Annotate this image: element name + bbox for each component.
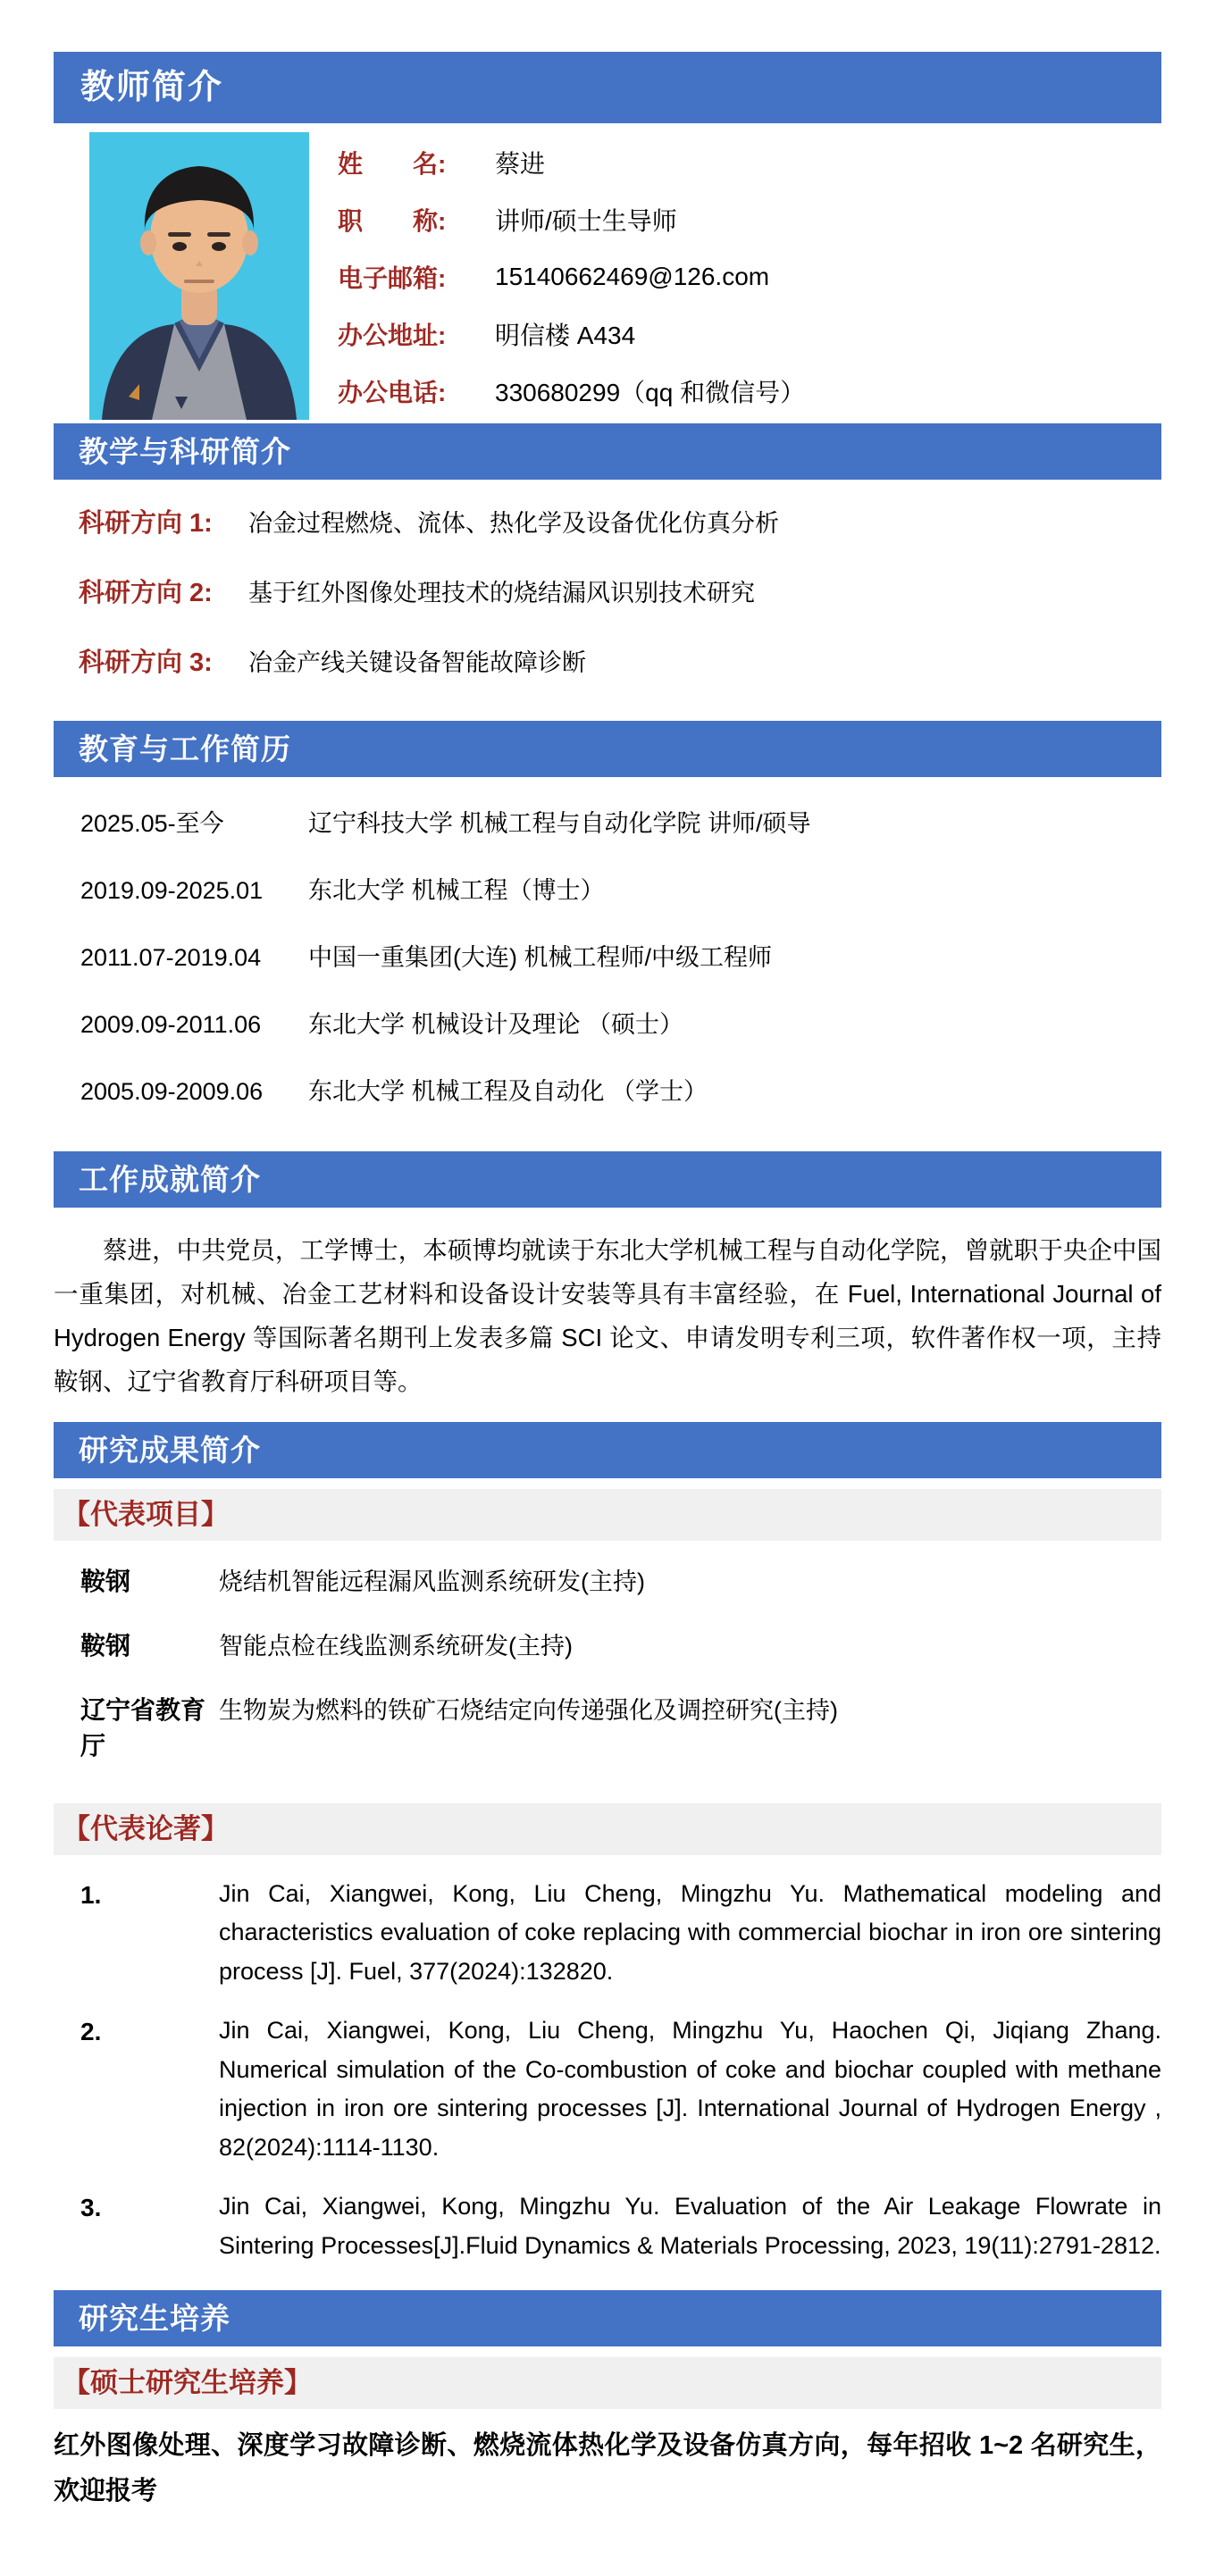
publication-number: 3. xyxy=(80,2193,102,2221)
education-row xyxy=(80,804,1161,839)
project-org: 辽宁省教育厅 xyxy=(80,1695,206,1760)
direction-3-label: 科研方向 3: xyxy=(79,648,213,677)
edu-period: 2009.09-2011.06 xyxy=(80,1011,262,1038)
section-header-education-work xyxy=(54,721,1161,777)
publication-citation: Jin Cai, Xiangwei, Kong, Liu Cheng, Mingzhu Yu, Haochen Qi, Jiqiang Zhang. Numerical simulation of the Co-combustion of coke and biochar coupled with methane injection in iron ore sintering processes [J]. International Journal of Hydrogen Energy , 82(2024):1114-1130. xyxy=(219,2016,1161,2162)
strip-master-training: 【硕士研究生培养】 xyxy=(54,2357,1161,2409)
edu-period: 2005.09-2009.06 xyxy=(80,1078,264,1105)
publication-citation: Jin Cai, Xiangwei, Kong, Liu Cheng, Mingzhu Yu. Mathematical modeling and characteristics evaluation of coke replacing with commercial biochar in iron ore sintering process [J]. Fuel, 377(2024):132820. xyxy=(219,1879,1161,1986)
office-value: 明信楼 A434 xyxy=(495,322,636,349)
publication-number: 1. xyxy=(80,1880,102,1909)
contact-row-title xyxy=(338,191,805,248)
project-row xyxy=(80,1562,1161,1598)
direction-1-label: 科研方向 1: xyxy=(79,509,213,538)
publication-citation: Jin Cai, Xiangwei, Kong, Mingzhu Yu. Evaluation of the Air Leakage Flowrate in Sintering Processes[J].Fluid Dynamics & Materials Processing, 2023, 19(11):2791-2812. xyxy=(219,2192,1161,2259)
direction-2-value: 基于红外图像处理技术的烧结漏风识别技术研究 xyxy=(248,580,755,606)
contact-row-email xyxy=(338,248,805,305)
education-row xyxy=(80,871,1161,906)
achievements-paragraph: 蔡进，中共党员，工学博士，本硕博均就读于东北大学机械工程与自动化学院，曾就职于央企中国一重集团，对机械、冶金工艺材料和设备设计安装等具有丰富经验，在 Fuel, International Journal of Hydrogen Energy 等国际著名期刊上发表多篇 SCI 论文、申请发明专利三项，软件著作权一项，主持鞍钢、辽宁省教育厅科研项目等。 xyxy=(54,1236,1161,1395)
research-directions xyxy=(54,480,1161,721)
project-row xyxy=(80,1627,1161,1662)
email-label: 电子邮箱: xyxy=(338,264,447,292)
contact-info xyxy=(338,132,805,420)
project-title: 烧结机智能远程漏风监测系统研发(主持) xyxy=(219,1568,645,1595)
contact-row-phone xyxy=(338,363,805,420)
education-row xyxy=(80,1072,1161,1107)
strip-representative-projects: 【代表项目】 xyxy=(54,1489,1161,1541)
section-header-teacher-intro xyxy=(54,52,1161,123)
profile-photo xyxy=(89,132,309,420)
project-org: 鞍钢 xyxy=(80,1631,131,1660)
section-header-achievements xyxy=(54,1151,1161,1208)
graduate-recruitment-text: 红外图像处理、深度学习故障诊断、燃烧流体热化学及设备仿真方向，每年招收 1~2 名研究生，欢迎报考 xyxy=(54,2431,1161,2506)
publication-row xyxy=(80,1875,1161,1992)
edu-period: 2025.05-至今 xyxy=(80,810,224,837)
section-title: 教育与工作简历 xyxy=(79,732,291,765)
publication-row xyxy=(80,2187,1161,2265)
section-header-teaching-research xyxy=(54,423,1161,480)
education-row xyxy=(80,1005,1161,1040)
section-title: 教学与科研简介 xyxy=(79,435,291,468)
phone-label: 办公电话: xyxy=(338,379,447,406)
email-value: 15140662469@126.com xyxy=(495,263,770,290)
edu-detail: 东北大学 机械工程及自动化 （学士） xyxy=(308,1078,708,1105)
title-label: 职 称: xyxy=(338,207,447,235)
section-header-research-results xyxy=(54,1422,1161,1478)
research-direction-row xyxy=(79,503,1161,539)
education-row xyxy=(80,938,1161,973)
edu-detail: 中国一重集团(大连) 机械工程师/中级工程师 xyxy=(308,944,772,971)
research-direction-row xyxy=(79,642,1161,679)
section-title: 研究生培养 xyxy=(79,2302,230,2336)
strip-representative-publications: 【代表论著】 xyxy=(54,1803,1161,1855)
section-title: 研究成果简介 xyxy=(79,1433,261,1467)
project-row xyxy=(80,1691,1161,1762)
contact-row-office xyxy=(338,305,805,363)
phone-value: 330680299（qq 和微信号） xyxy=(495,379,806,406)
contact-row-name xyxy=(338,134,805,191)
direction-2-label: 科研方向 2: xyxy=(79,579,213,607)
name-value: 蔡进 xyxy=(495,150,546,178)
project-title: 智能点检在线监测系统研发(主持) xyxy=(219,1632,573,1660)
project-org: 鞍钢 xyxy=(80,1567,131,1595)
portrait-photo-graphic xyxy=(89,132,309,420)
name-label: 姓 名: xyxy=(338,150,447,178)
edu-period: 2019.09-2025.01 xyxy=(80,877,264,904)
education-history xyxy=(54,777,1161,1151)
section-title: 教师简介 xyxy=(80,69,224,106)
edu-period: 2011.07-2019.04 xyxy=(80,944,262,971)
section-title: 工作成就简介 xyxy=(79,1163,261,1196)
publication-number: 2. xyxy=(80,2017,102,2045)
research-direction-row xyxy=(79,573,1161,609)
title-value: 讲师/硕士生导师 xyxy=(495,207,677,235)
direction-3-value: 冶金产线关键设备智能故障诊断 xyxy=(248,649,586,676)
projects-list xyxy=(54,1541,1161,1793)
section-header-graduate-training xyxy=(54,2290,1161,2346)
edu-detail: 东北大学 机械设计及理论 （硕士） xyxy=(308,1011,684,1038)
project-title: 生物炭为燃料的铁矿石烧结定向传递强化及调控研究(主持) xyxy=(219,1696,838,1724)
profile-block xyxy=(54,123,1161,423)
direction-1-value: 冶金过程燃烧、流体、热化学及设备优化仿真分析 xyxy=(248,510,779,537)
edu-detail: 东北大学 机械工程（博士） xyxy=(308,877,605,904)
office-label: 办公地址: xyxy=(338,322,447,349)
publication-row xyxy=(80,2011,1161,2168)
edu-detail: 辽宁科技大学 机械工程与自动化学院 讲师/硕导 xyxy=(308,810,811,837)
publications-list xyxy=(54,1855,1161,2291)
